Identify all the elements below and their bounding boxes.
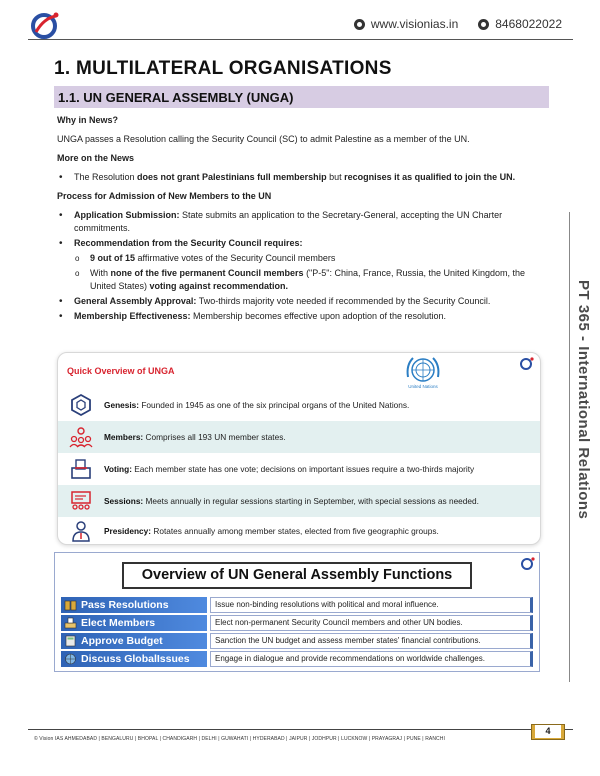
- overview-row-presidency: [58, 517, 541, 545]
- more-on-news-heading: More on the News: [57, 153, 135, 163]
- function-row-discuss-global-issues: [61, 651, 533, 667]
- row-label: Members:: [104, 431, 144, 442]
- list-item: o With none of the five permanent Council members ("P-5": China, France, Russia, the United Kingdom, the United States) voting against recommendation.: [57, 267, 545, 293]
- function-description: Elect non-permanent Security Council members and other UN bodies.: [210, 615, 533, 631]
- row-label: Presidency:: [104, 525, 152, 536]
- article-body: [57, 114, 545, 325]
- row-text: Each member state has one vote; decisions on important issues require a two-thirds majority: [131, 463, 475, 474]
- list-item: • Recommendation from the Security Council requires:: [57, 237, 545, 250]
- admission-list: [57, 209, 545, 250]
- row-text: Founded in 1945 as one of the six principal organs of the United Nations.: [139, 399, 410, 410]
- overview-row-members: [58, 421, 541, 453]
- president-person-icon: [69, 519, 93, 543]
- list-item: • General Assembly Approval: Two-thirds majority vote needed if recommended by the Security Council.: [57, 295, 545, 308]
- function-label: Pass Resolutions: [61, 597, 207, 613]
- function-label: Elect Members: [61, 615, 207, 631]
- function-row-elect-members: [61, 615, 533, 631]
- why-in-news-text: UNGA passes a Resolution calling the Security Council (SC) to admit Palestine as a member of the UN.: [57, 134, 470, 144]
- quick-overview-card: [57, 352, 541, 545]
- function-row-pass-resolutions: [61, 597, 533, 613]
- functions-card: [54, 552, 540, 672]
- overview-row-voting: [58, 453, 541, 485]
- more-on-news-list: [57, 171, 545, 184]
- overview-card-title: Quick Overview of UNGA: [67, 366, 175, 376]
- row-label: Voting:: [104, 463, 132, 474]
- section-title: 1.1. UN GENERAL ASSEMBLY (UNGA): [54, 86, 549, 108]
- chapter-title: 1. MULTILATERAL ORGANISATIONS: [54, 58, 392, 79]
- hexagon-cube-icon: [69, 393, 93, 417]
- header-divider: [28, 39, 573, 40]
- recommendation-sublist: [57, 252, 545, 293]
- page-header: [0, 0, 600, 50]
- function-label: Approve Budget: [61, 633, 207, 649]
- brand-swoosh-icon: [521, 556, 535, 570]
- row-label: Genesis:: [104, 399, 140, 410]
- globe-discussion-icon: [64, 653, 77, 665]
- row-label: Sessions:: [104, 495, 144, 506]
- list-item: • The Resolution does not grant Palestinians full membership but recognises it as qualified to join the UN.: [57, 171, 545, 184]
- function-description: Issue non-binding resolutions with political and moral influence.: [210, 597, 533, 613]
- vision-ias-logo: [30, 10, 60, 40]
- admission-heading: Process for Admission of New Members to the UN: [57, 191, 272, 201]
- meeting-board-icon: [69, 489, 93, 513]
- row-text: Meets annually in regular sessions starting in September, with special sessions as needed.: [143, 495, 479, 506]
- phone-number: 8468022022: [495, 17, 562, 31]
- list-item: o 9 out of 15 affirmative votes of the Security Council members: [57, 252, 545, 265]
- globe-icon: [354, 19, 365, 30]
- contact-info: [354, 17, 562, 31]
- function-row-approve-budget: [61, 633, 533, 649]
- function-description: Engage in dialogue and provide recommendations on worldwide challenges.: [210, 651, 533, 667]
- resolution-docs-icon: [64, 599, 77, 611]
- overview-row-genesis: [58, 389, 541, 421]
- why-in-news-heading: Why in News?: [57, 115, 119, 125]
- emblem-caption: United Nations: [408, 384, 438, 389]
- row-text: Comprises all 193 UN member states.: [143, 431, 286, 442]
- functions-card-title: Overview of UN General Assembly Functions: [122, 562, 472, 589]
- un-emblem-icon: [403, 355, 443, 387]
- admission-list-continued: [57, 295, 545, 323]
- overview-row-sessions: [58, 485, 541, 517]
- list-item: • Application Submission: State submits an application to the Secretary-General, accepting the UN Charter commitments.: [57, 209, 545, 235]
- list-item: • Membership Effectiveness: Membership becomes effective upon adoption of the resolution.: [57, 310, 545, 323]
- phone-icon: [478, 19, 489, 30]
- brand-swoosh-icon: [520, 356, 534, 370]
- page-number: 4: [535, 725, 561, 738]
- footer-cities: © Vision IAS AHMEDABAD | BENGALURU | BHOPAL | CHANDIGARH | DELHI | GUWAHATI | HYDERABAD | JAIPUR | JODHPUR | LUCKNOW | PRAYAGRAJ | PUNE | RANCHI: [34, 736, 445, 742]
- footer-divider: [28, 729, 573, 730]
- function-label: Discuss GlobalIssues: [61, 651, 207, 667]
- ballot-icon: [64, 617, 77, 629]
- budget-calculator-icon: [64, 635, 77, 647]
- people-group-icon: [69, 425, 93, 449]
- website-link[interactable]: www.visionias.in: [370, 17, 459, 31]
- side-section-title: PT 365 - International Relations: [575, 280, 592, 520]
- ballot-box-icon: [69, 457, 93, 481]
- row-text: Rotates annually among member states, elected from five geographic groups.: [151, 525, 439, 536]
- function-description: Sanction the UN budget and assess member states' financial contributions.: [210, 633, 533, 649]
